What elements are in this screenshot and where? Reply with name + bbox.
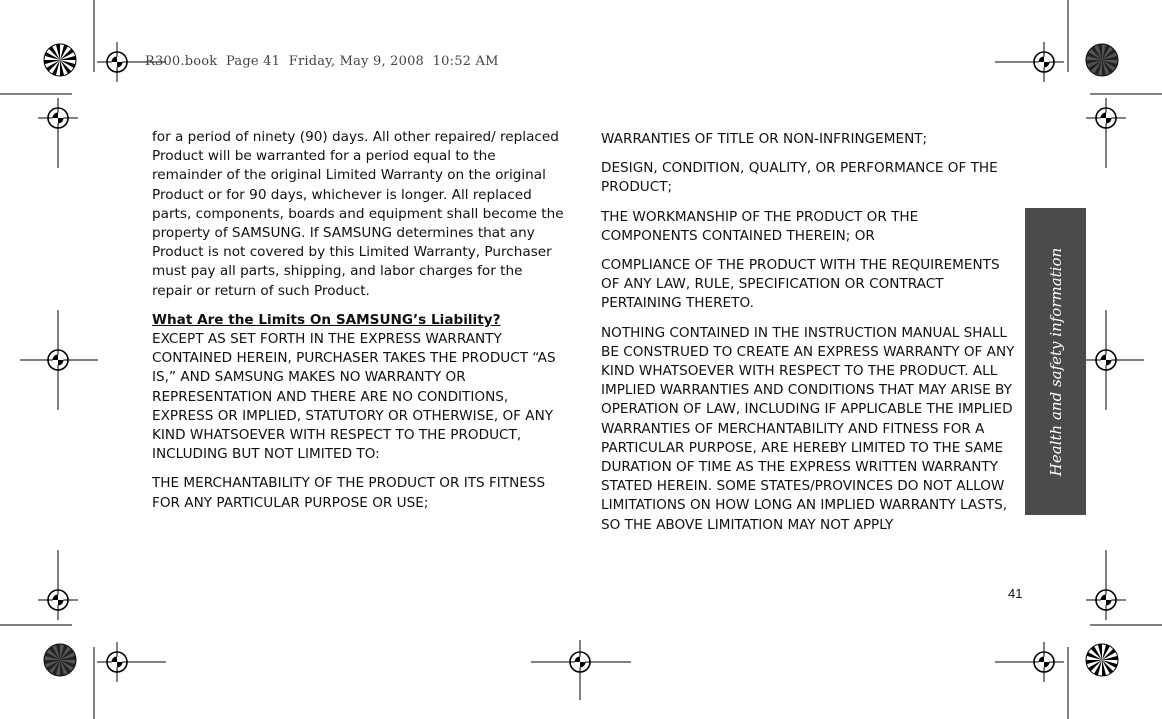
print-slug: R300.book Page 41 Friday, May 9, 2008 10:52 AM	[145, 54, 499, 69]
paragraph-title-warranty: WARRANTIES OF TITLE OR NON-INFRINGEMENT;	[601, 131, 928, 147]
paragraph-as-is: EXCEPT AS SET FORTH IN THE EXPRESS WARRANTY CONTAINED HEREIN, PURCHASER TAKES THE PRODUCT “AS IS,” AND SAMSUNG MAKES NO WARRANTY OR REPRESENTATION AND THERE ARE NO CONDITIONS, EXPRESS OR IMPLIED, STATUTORY OR OTHERWISE, OF ANY KIND WHATSOEVER WITH RESPECT TO THE PRODUCT, INCLUDING BUT NOT LIMITED TO:	[152, 331, 556, 463]
paragraph-compliance: COMPLIANCE OF THE PRODUCT WITH THE REQUIREMENTS OF ANY LAW, RULE, SPECIFICATION OR CONTRACT PERTAINING THERETO.	[601, 257, 1000, 312]
side-tab-label: Health and safety information	[1046, 247, 1065, 476]
paragraph-repair-terms: for a period of ninety (90) days. All other repaired/ replaced Product will be warranted for a period equal to the remainder of the original Limited Warranty on the original Product or for 90 days, whichever is longer. All replaced parts, components, boards and equipment shall become the property of SAMSUNG. If SAMSUNG determines that any Product is not covered by this Limited Warranty, Purchaser must pay all parts, shipping, and labor charges for the repair or return of such Product.	[152, 129, 564, 299]
paragraph-design-condition: DESIGN, CONDITION, QUALITY, OR PERFORMANCE OF THE PRODUCT;	[601, 160, 998, 196]
liability-section	[152, 311, 564, 465]
page-number: 41	[1008, 586, 1023, 601]
left-column	[152, 128, 564, 523]
paragraph-merchantability: THE MERCHANTABILITY OF THE PRODUCT OR ITS FITNESS FOR ANY PARTICULAR PURPOSE OR USE;	[152, 475, 546, 511]
section-heading-liability: What Are the Limits On SAMSUNG’s Liability?	[152, 311, 501, 328]
paragraph-implied-warranties: NOTHING CONTAINED IN THE INSTRUCTION MANUAL SHALL BE CONSTRUED TO CREATE AN EXPRESS WARRANTY OF ANY KIND WHATSOEVER WITH RESPECT TO THE PRODUCT. ALL IMPLIED WARRANTIES AND CONDITIONS THAT MAY ARISE BY OPERATION OF LAW, INCLUDING IF APPLICABLE THE IMPLIED WARRANTIES OF MERCHANTABILITY AND FITNESS FOR A PARTICULAR PURPOSE, ARE HEREBY LIMITED TO THE SAME DURATION OF TIME AS THE EXPRESS WRITTEN WARRANTY STATED HEREIN. SOME STATES/PROVINCES DO NOT ALLOW LIMITATIONS ON HOW LONG AN IMPLIED WARRANTY LASTS, SO THE ABOVE LIMITATION MAY NOT APPLY	[601, 324, 1015, 533]
right-column	[601, 130, 1015, 545]
paragraph-workmanship: THE WORKMANSHIP OF THE PRODUCT OR THE COMPONENTS CONTAINED THEREIN; OR	[601, 208, 919, 244]
section-side-tab	[1025, 208, 1086, 515]
